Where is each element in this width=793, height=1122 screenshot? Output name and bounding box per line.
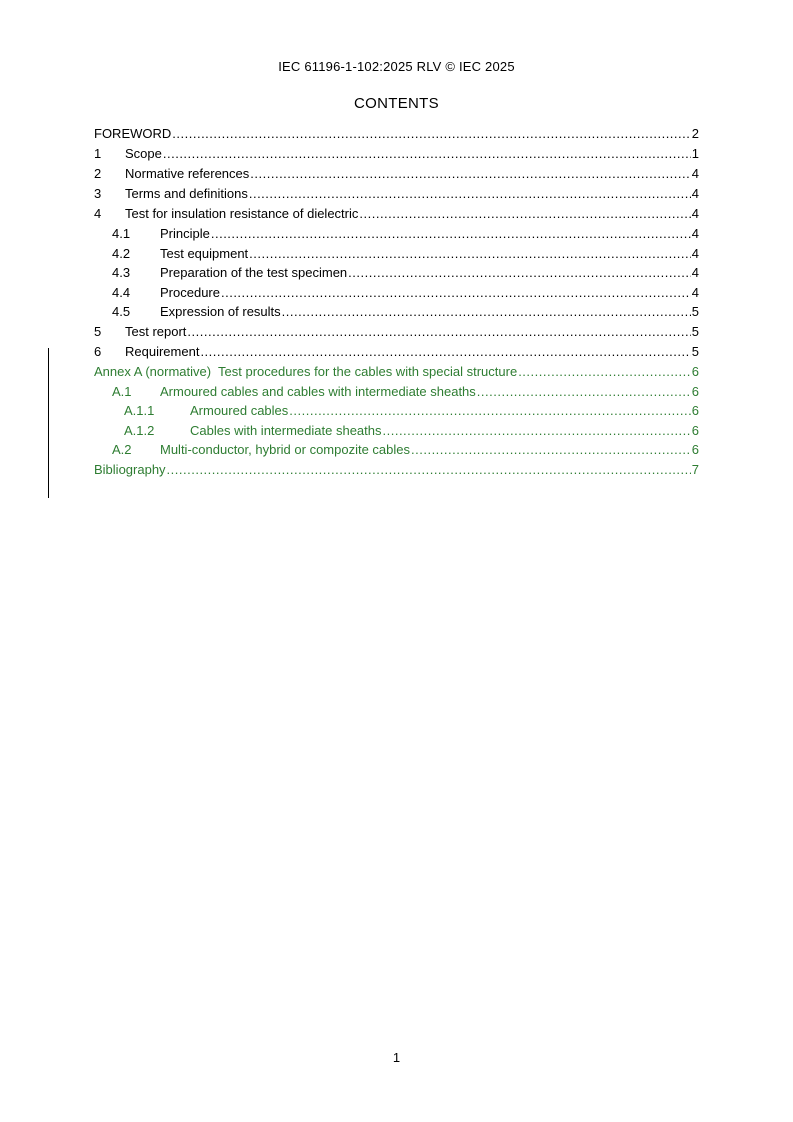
- toc-entry-title: Requirement: [125, 343, 200, 359]
- toc-entry-page: 2: [691, 126, 699, 141]
- toc-dot-leader: [211, 225, 691, 238]
- toc-entry-page: 6: [691, 403, 699, 418]
- toc-entry-page: 4: [691, 206, 699, 221]
- toc-entry[interactable]: [94, 184, 699, 204]
- toc-entry-title: Principle: [160, 226, 210, 241]
- toc-entry-title: Multi-conductor, hybrid or compozite cables: [160, 442, 411, 457]
- toc-entry[interactable]: [94, 342, 699, 362]
- toc-dot-leader: [187, 323, 690, 336]
- toc-entry-title: Terms and definitions: [125, 186, 248, 201]
- toc-entry-number: 4.4: [112, 284, 131, 300]
- toc-entry-title: FOREWORD: [94, 126, 172, 141]
- toc-dot-leader: [249, 185, 691, 198]
- toc-dot-leader: [518, 363, 691, 376]
- toc-entry[interactable]: [94, 263, 699, 283]
- toc-entry-number: 1: [94, 146, 102, 161]
- toc-entry-number: A.2: [112, 442, 132, 457]
- page-number: 1: [392, 1050, 401, 1065]
- toc-entry[interactable]: [94, 440, 699, 460]
- toc-entry-title: Armoured cables: [190, 403, 289, 418]
- toc-entry-page: 4: [691, 284, 699, 300]
- toc-entry-title: Test report: [125, 323, 187, 339]
- toc-entry-title: Normative references: [125, 166, 250, 181]
- toc-entry[interactable]: [94, 460, 699, 480]
- toc-entry-number: 4.3: [112, 265, 131, 280]
- toc-dot-leader: [163, 145, 691, 158]
- toc-dot-leader: [289, 402, 690, 415]
- toc-entry-page: 5: [691, 323, 699, 339]
- toc-entry-number: 6: [94, 343, 102, 359]
- toc-entry-title: Scope: [125, 146, 162, 161]
- toc-entry-title: Test equipment: [160, 245, 249, 261]
- toc-entry-number: 2: [94, 166, 102, 181]
- toc-entry-title: Test for insulation resistance of dielectric: [125, 206, 359, 221]
- toc-entry-page: 6: [691, 422, 699, 438]
- toc-dot-leader: [348, 264, 691, 277]
- toc-entry-number: 4: [94, 206, 102, 221]
- toc-entry-number: 4.1: [112, 226, 131, 241]
- toc-entry[interactable]: [94, 362, 699, 382]
- toc-entry[interactable]: [94, 421, 699, 441]
- toc-entry-title: Preparation of the test specimen: [160, 265, 348, 280]
- toc-entry-number: 4.2: [112, 245, 131, 261]
- toc-entry-title: Procedure: [160, 284, 220, 300]
- toc-entry[interactable]: [94, 401, 699, 421]
- toc-entry-page: 6: [691, 383, 699, 399]
- toc-entry[interactable]: [94, 144, 699, 164]
- toc-entry-page: 4: [691, 186, 699, 201]
- toc-dot-leader: [359, 205, 690, 218]
- revision-change-bar: [48, 348, 49, 498]
- toc-entry-number: A.1: [112, 383, 132, 399]
- page-title: CONTENTS: [354, 95, 439, 112]
- toc-dot-leader: [250, 165, 690, 178]
- toc-entry-title: Bibliography: [94, 461, 166, 477]
- toc-dot-leader: [411, 441, 691, 454]
- toc-dot-leader: [200, 343, 690, 356]
- toc-entry-page: 5: [691, 343, 699, 359]
- toc-entry-title: Expression of results: [160, 304, 281, 319]
- toc-entry-number: 4.5: [112, 304, 131, 319]
- toc-entry-page: 7: [691, 461, 699, 477]
- toc-dot-leader: [477, 383, 691, 396]
- toc-entry-page: 5: [691, 304, 699, 319]
- toc-entry-page: 4: [691, 166, 699, 181]
- toc-entry[interactable]: [94, 204, 699, 224]
- toc-entry-page: 1: [691, 146, 699, 161]
- toc-entry[interactable]: [94, 283, 699, 303]
- toc-entry[interactable]: [94, 124, 699, 144]
- toc-entry[interactable]: [94, 224, 699, 244]
- toc-dot-leader: [172, 125, 690, 138]
- toc-entry-number: A.1.1: [124, 403, 155, 418]
- toc-dot-leader: [282, 303, 691, 316]
- toc-dot-leader: [383, 422, 691, 435]
- toc-entry[interactable]: [94, 322, 699, 342]
- toc-entry-number: 5: [94, 323, 102, 339]
- toc-dot-leader: [249, 245, 691, 258]
- toc-dot-leader: [221, 284, 691, 297]
- toc-entry-title: Cables with intermediate sheaths: [190, 422, 382, 438]
- toc-entry[interactable]: [94, 244, 699, 264]
- document-header: IEC 61196-1-102:2025 RLV © IEC 2025: [278, 59, 515, 74]
- toc-entry[interactable]: [94, 382, 699, 402]
- toc-entry-number: 3: [94, 186, 102, 201]
- toc-entry[interactable]: [94, 164, 699, 184]
- toc-entry-page: 4: [691, 265, 699, 280]
- toc-dot-leader: [167, 461, 691, 474]
- toc-entry-page: 4: [691, 245, 699, 261]
- toc-entry-page: 6: [691, 363, 699, 379]
- toc-entry-number: A.1.2: [124, 422, 155, 438]
- toc-entry-title: Annex A (normative) Test procedures for the cables with special structure: [94, 363, 518, 379]
- toc-entry-page: 4: [691, 226, 699, 241]
- toc-entry-title: Armoured cables and cables with intermediate sheaths: [160, 383, 476, 399]
- table-of-contents: [94, 124, 699, 480]
- toc-entry-page: 6: [691, 442, 699, 457]
- toc-entry[interactable]: [94, 302, 699, 322]
